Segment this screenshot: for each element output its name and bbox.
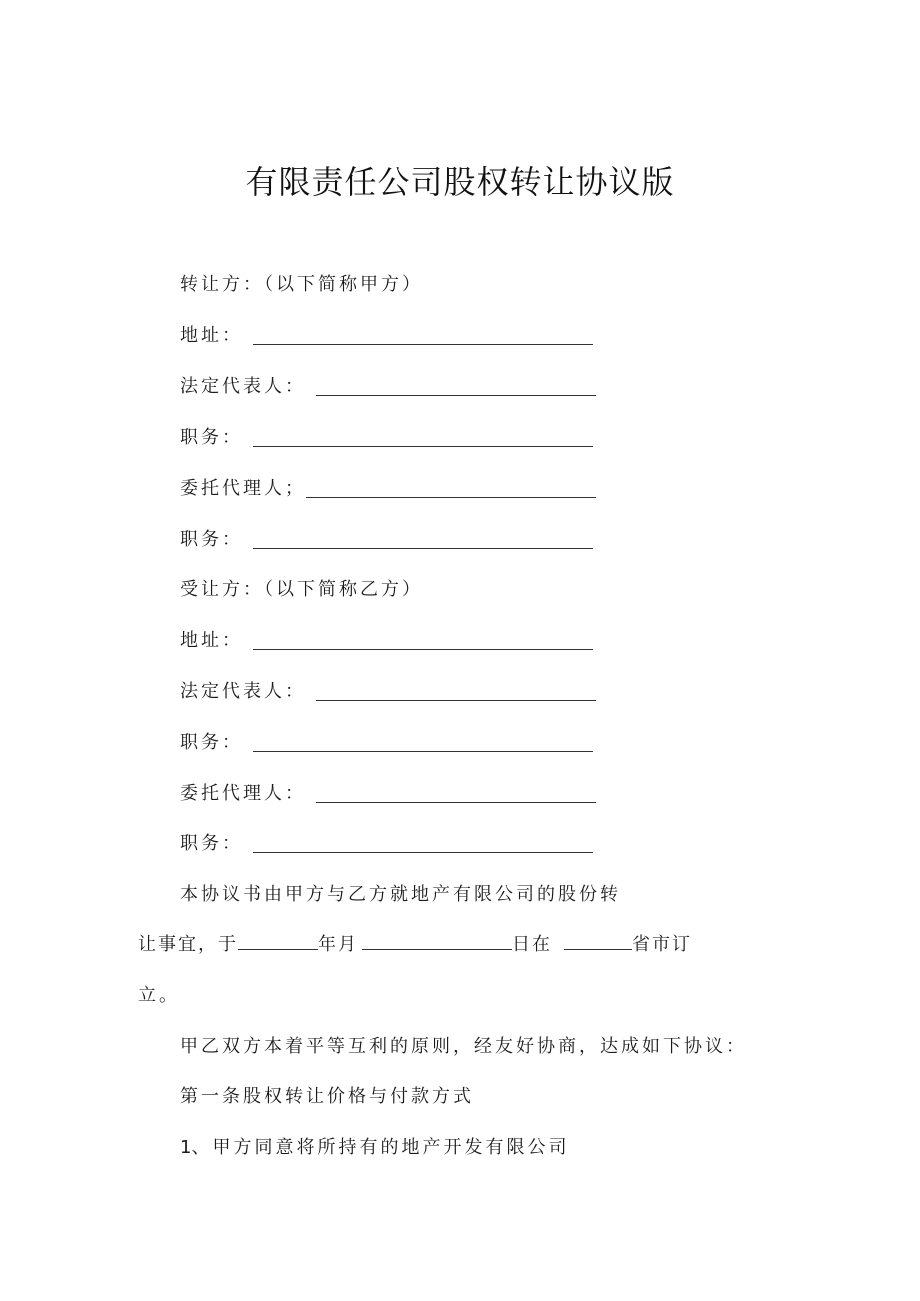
transferee-position-label: 职务： (180, 732, 243, 753)
transferee-agent-position-blank[interactable] (253, 852, 593, 853)
transferee-legal-rep-label: 法定代表人： (180, 681, 306, 702)
item1-text: 、甲方同意将所持有的地产开发有限公司 (191, 1137, 570, 1158)
para1-line2-part-b: 年月 (318, 934, 358, 955)
para1-line3: 立。 (138, 985, 180, 1006)
transferee-legal-rep-blank[interactable] (316, 700, 596, 701)
article1-heading: 第一条股权转让价格与付款方式 (180, 1086, 474, 1107)
item1 (180, 1135, 569, 1161)
transferor-legal-rep-label: 法定代表人： (180, 376, 306, 397)
transferee-address-blank[interactable] (253, 649, 593, 650)
transferor-legal-rep-row (180, 374, 596, 400)
para1-line2-part-c: 日在 (512, 934, 552, 955)
document-title: 有限责任公司股权转让协议版 (245, 163, 675, 201)
date-blank[interactable] (362, 949, 512, 950)
transferor-address-row (180, 323, 593, 349)
transferor-agent-row (180, 476, 596, 502)
transferor-agent-blank[interactable] (306, 497, 596, 498)
transferor-legal-rep-blank[interactable] (316, 395, 596, 396)
transferor-agent-label: 委托代理人； (180, 478, 306, 499)
para2: 甲乙双方本着平等互利的原则，经友好协商，达成如下协议： (180, 1036, 747, 1057)
transferee-agent-blank[interactable] (316, 802, 596, 803)
transferee-position-row (180, 730, 593, 756)
transferee-heading: 受让方：（以下简称乙方） (180, 579, 423, 600)
transferee-agent-position-row (180, 831, 593, 857)
transferee-position-blank[interactable] (253, 751, 593, 752)
para1-line2 (138, 932, 692, 958)
transferor-position-label: 职务： (180, 427, 243, 448)
transferor-agent-position-label: 职务： (180, 529, 243, 550)
year-blank[interactable] (238, 949, 318, 950)
para1-line2-part-d: 省市订 (632, 934, 692, 955)
transferee-address-row (180, 628, 593, 654)
para1-line1: 本协议书由甲方与乙方就地产有限公司的股份转 (180, 884, 621, 905)
transferee-agent-position-label: 职务： (180, 833, 243, 854)
transferor-agent-position-row (180, 527, 593, 553)
transferor-position-blank[interactable] (253, 446, 593, 447)
item1-number: 1 (180, 1137, 192, 1158)
transferee-legal-rep-row (180, 679, 596, 705)
transferee-address-label: 地址： (180, 630, 243, 651)
transferor-address-blank[interactable] (253, 344, 593, 345)
transferor-agent-position-blank[interactable] (253, 548, 593, 549)
transferor-heading: 转让方：（以下简称甲方） (180, 274, 423, 295)
transferee-agent-row (180, 781, 596, 807)
transferor-address-label: 地址： (180, 325, 243, 346)
transferee-agent-label: 委托代理人： (180, 783, 306, 804)
para1-line2-part-a: 让事宜，于 (138, 934, 238, 955)
transferor-position-row (180, 425, 593, 451)
place-blank[interactable] (564, 949, 632, 950)
